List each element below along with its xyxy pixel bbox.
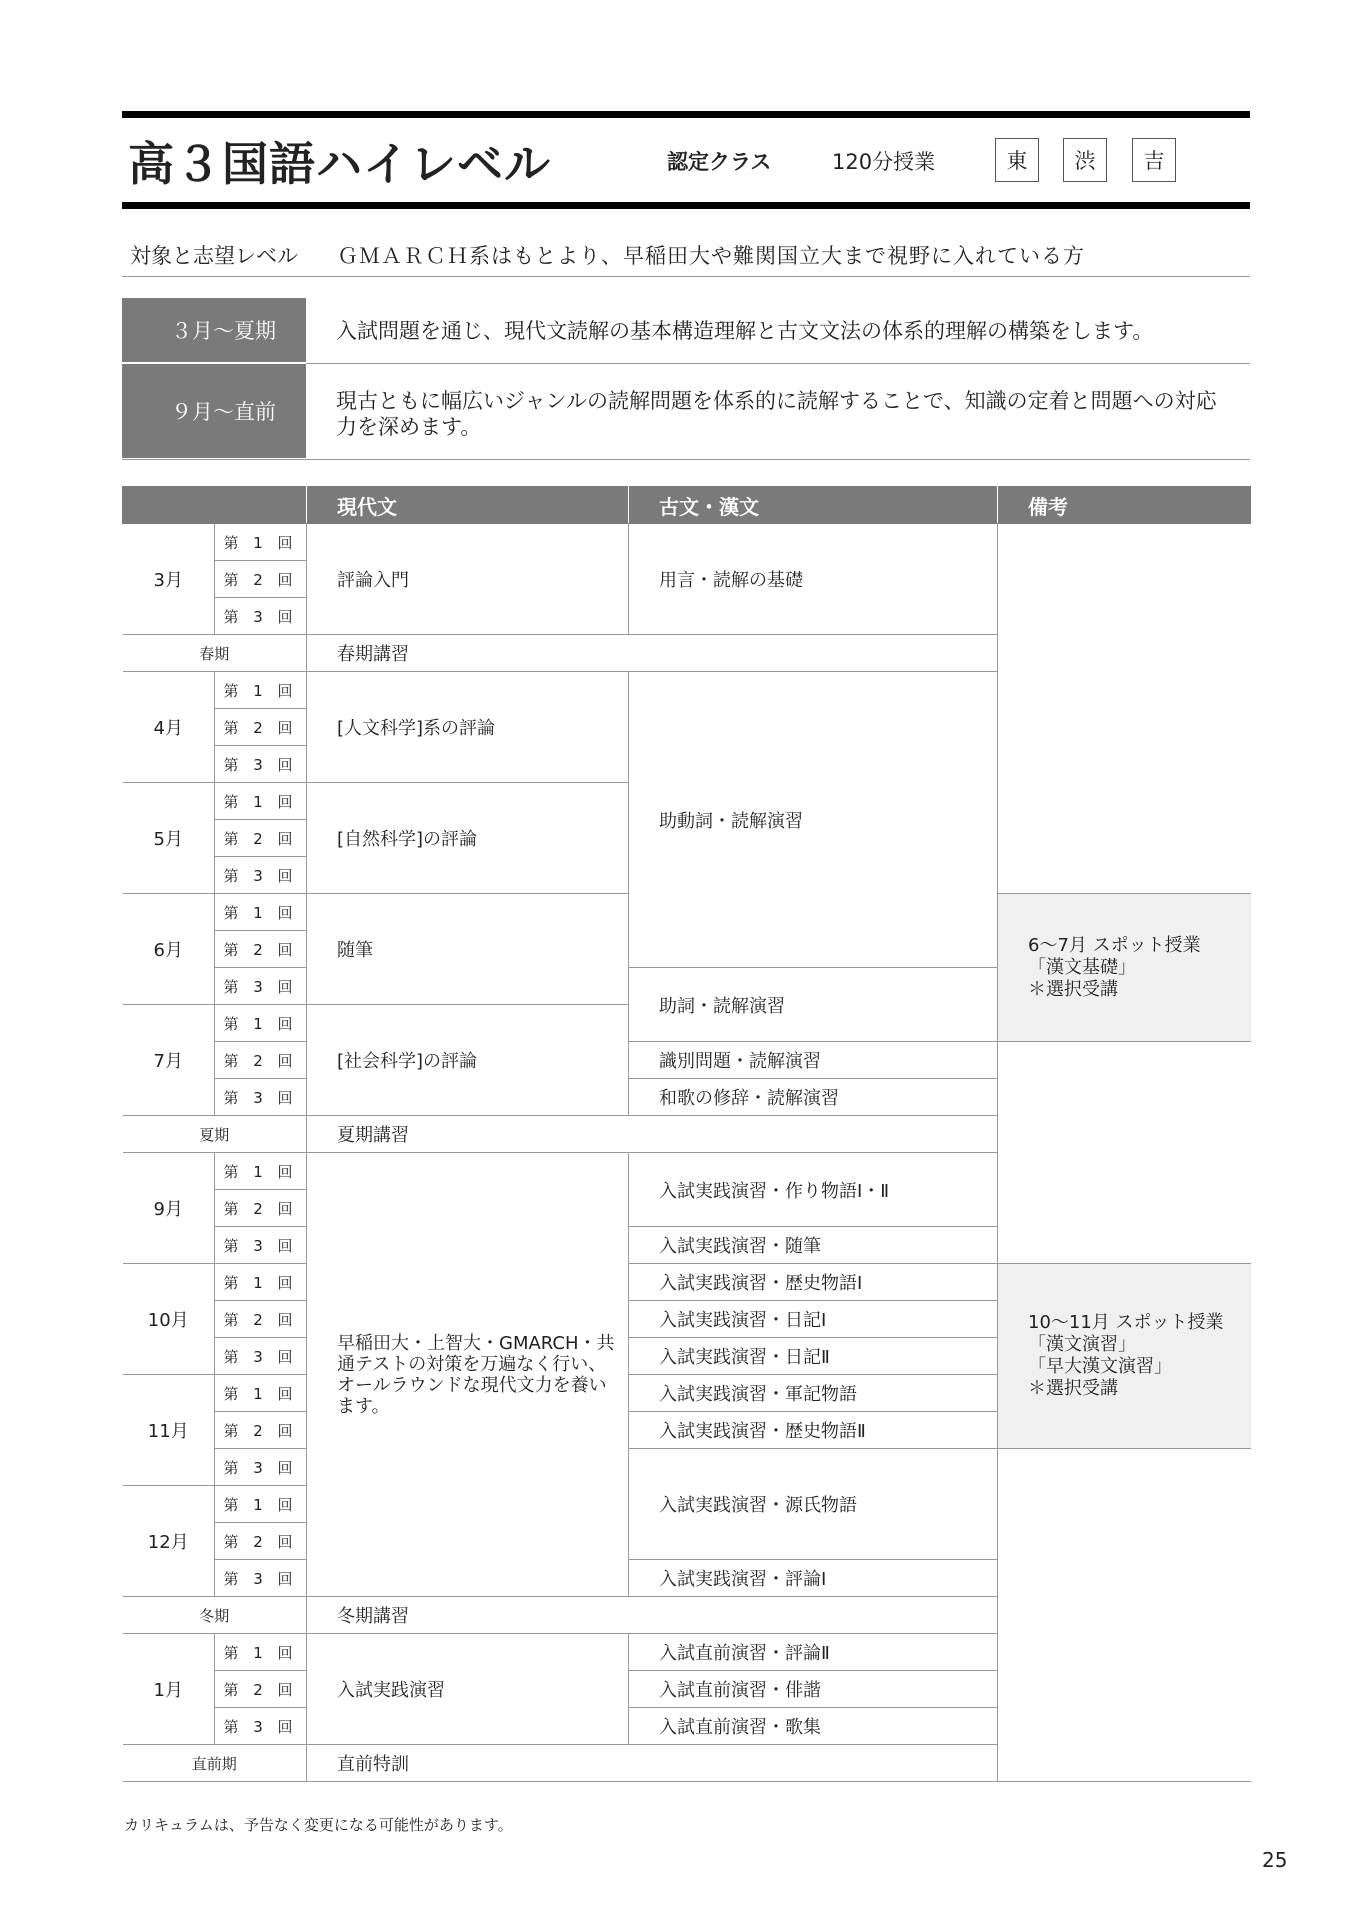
table-row <box>123 524 1251 561</box>
lesson-number: 第 1 回 <box>215 894 307 931</box>
season-cell: 冬期 <box>123 1597 307 1634</box>
period-label: ９月～直前 <box>122 364 306 458</box>
kobun-cell: 入試実践演習・源氏物語 <box>629 1449 998 1560</box>
footnote: カリキュラムは、予告なく変更になる可能性があります。 <box>124 1816 513 1834</box>
class-type: 認定クラス <box>667 150 772 174</box>
note-line: 「漢文基礎」 <box>1028 956 1136 978</box>
kobun-cell: 入試実践演習・軍記物語 <box>629 1375 998 1412</box>
period-label: ３月～夏期 <box>122 298 306 362</box>
season-content: 夏期講習 <box>307 1116 998 1153</box>
month-cell: 3月 <box>123 524 215 635</box>
lesson-number: 第 2 回 <box>215 931 307 968</box>
kobun-cell: 入試実践演習・評論Ⅰ <box>629 1560 998 1597</box>
lesson-number: 第 3 回 <box>215 1079 307 1116</box>
lesson-number: 第 1 回 <box>215 1486 307 1523</box>
lesson-number: 第 3 回 <box>215 968 307 1005</box>
lesson-number: 第 3 回 <box>215 1338 307 1375</box>
gendai-cell: [社会科学]の評論 <box>307 1005 629 1116</box>
kobun-cell: 入試実践演習・歴史物語Ⅰ <box>629 1264 998 1301</box>
month-cell: 4月 <box>123 672 215 783</box>
season-content: 春期講習 <box>307 635 998 672</box>
note-line: 「漢文演習」 <box>1028 1334 1136 1355</box>
season-cell: 春期 <box>123 635 307 672</box>
kobun-cell: 入試直前演習・歌集 <box>629 1708 998 1745</box>
campus-badge: 吉 <box>1132 138 1176 182</box>
period-description: 現古ともに幅広いジャンルの読解問題を体系的に読解することで、知識の定着と問題への対応力を深めます。 <box>336 389 1217 439</box>
note-line: 6～7月 スポット授業 <box>1028 934 1201 956</box>
kobun-cell: 入試実践演習・日記Ⅰ <box>629 1301 998 1338</box>
lesson-number: 第 1 回 <box>215 1634 307 1671</box>
table-row <box>123 1042 1251 1079</box>
season-cell: 直前期 <box>123 1745 307 1782</box>
lesson-number: 第 2 回 <box>215 1042 307 1079</box>
period-description: 入試問題を通じ、現代文読解の基本構造理解と古文文法の体系的理解の構築をします。 <box>336 319 1154 343</box>
kobun-cell: 入試実践演習・歴史物語Ⅱ <box>629 1412 998 1449</box>
divider <box>306 363 1250 364</box>
page-number: 25 <box>1262 1848 1288 1872</box>
season-cell: 夏期 <box>123 1116 307 1153</box>
campus-badge: 渋 <box>1063 138 1107 182</box>
top-rule <box>122 111 1250 118</box>
note-line: 「早大漢文演習」 <box>1028 1356 1172 1377</box>
month-cell: 11月 <box>123 1375 215 1486</box>
lesson-number: 第 1 回 <box>215 672 307 709</box>
lesson-number: 第 3 回 <box>215 598 307 635</box>
header-bottom-rule <box>122 202 1250 209</box>
notes-cell <box>998 1264 1251 1449</box>
note-line: ＊選択受講 <box>1028 978 1118 1000</box>
kobun-cell: 助動詞・読解演習 <box>629 672 998 968</box>
kobun-cell: 識別問題・読解演習 <box>629 1042 998 1079</box>
month-cell: 9月 <box>123 1153 215 1264</box>
month-cell: 7月 <box>123 1005 215 1116</box>
table-header <box>123 487 1251 524</box>
gendai-cell: [自然科学]の評論 <box>307 783 629 894</box>
kobun-cell: 和歌の修辞・読解演習 <box>629 1079 998 1116</box>
lesson-number: 第 1 回 <box>215 1375 307 1412</box>
table-row <box>123 1449 1251 1486</box>
kobun-cell: 助詞・読解演習 <box>629 968 998 1042</box>
curriculum-table <box>122 486 1251 1782</box>
lesson-number: 第 2 回 <box>215 709 307 746</box>
gendai-cell: 入試実践演習 <box>307 1634 629 1745</box>
month-cell: 1月 <box>123 1634 215 1745</box>
gendai-cell: 早稲田大・上智大・GMARCH・共通テストの対策を万遍なく行い、オールラウンドな現代文力を養います。 <box>307 1153 629 1597</box>
target-row <box>122 230 1250 277</box>
kobun-cell: 入試実践演習・随筆 <box>629 1227 998 1264</box>
header-kobun: 古文・漢文 <box>629 487 998 524</box>
notes-cell <box>998 524 1251 894</box>
month-cell: 5月 <box>123 783 215 894</box>
lesson-number: 第 1 回 <box>215 783 307 820</box>
note-line: ＊選択受講 <box>1028 1378 1118 1399</box>
lesson-number: 第 2 回 <box>215 561 307 598</box>
lesson-number: 第 2 回 <box>215 1190 307 1227</box>
lesson-number: 第 1 回 <box>215 1005 307 1042</box>
lesson-number: 第 1 回 <box>215 524 307 561</box>
lesson-number: 第 2 回 <box>215 1301 307 1338</box>
lesson-number: 第 2 回 <box>215 1523 307 1560</box>
lesson-number: 第 3 回 <box>215 1708 307 1745</box>
kobun-cell: 入試実践演習・日記Ⅱ <box>629 1338 998 1375</box>
divider <box>122 459 1250 460</box>
season-content: 冬期講習 <box>307 1597 998 1634</box>
table-row <box>123 1264 1251 1301</box>
header-notes: 備考 <box>998 487 1251 524</box>
notes-cell <box>998 1449 1251 1782</box>
month-cell: 10月 <box>123 1264 215 1375</box>
lesson-number: 第 3 回 <box>215 1560 307 1597</box>
gendai-cell: [人文科学]系の評論 <box>307 672 629 783</box>
header-gendai: 現代文 <box>307 487 629 524</box>
gendai-cell: 随筆 <box>307 894 629 1005</box>
lesson-number: 第 3 回 <box>215 746 307 783</box>
lesson-number: 第 3 回 <box>215 1449 307 1486</box>
kobun-cell: 入試実践演習・作り物語Ⅰ・Ⅱ <box>629 1153 998 1227</box>
notes-cell <box>998 894 1251 1042</box>
lesson-number: 第 1 回 <box>215 1264 307 1301</box>
gendai-cell: 評論入門 <box>307 524 629 635</box>
lesson-number: 第 3 回 <box>215 857 307 894</box>
target-text: ＧＭＡＲＣＨ系はもとより、早稲田大や難関国立大まで視野に入れている方 <box>337 244 1085 268</box>
target-label: 対象と志望レベル <box>130 244 298 268</box>
lesson-number: 第 2 回 <box>215 1671 307 1708</box>
kobun-cell: 用言・読解の基礎 <box>629 524 998 635</box>
header-blank <box>123 487 307 524</box>
lesson-duration: 120分授業 <box>832 150 936 174</box>
page-title: 高３国語ハイレベル <box>128 137 551 191</box>
month-cell: 12月 <box>123 1486 215 1597</box>
lesson-number: 第 2 回 <box>215 820 307 857</box>
lesson-number: 第 3 回 <box>215 1227 307 1264</box>
lesson-number: 第 2 回 <box>215 1412 307 1449</box>
note-line: 10～11月 スポット授業 <box>1028 1312 1224 1333</box>
campus-badge: 東 <box>995 138 1039 182</box>
season-content: 直前特訓 <box>307 1745 998 1782</box>
kobun-cell: 入試直前演習・俳諧 <box>629 1671 998 1708</box>
month-cell: 6月 <box>123 894 215 1005</box>
kobun-cell: 入試直前演習・評論Ⅱ <box>629 1634 998 1671</box>
notes-cell <box>998 1042 1251 1264</box>
lesson-number: 第 1 回 <box>215 1153 307 1190</box>
